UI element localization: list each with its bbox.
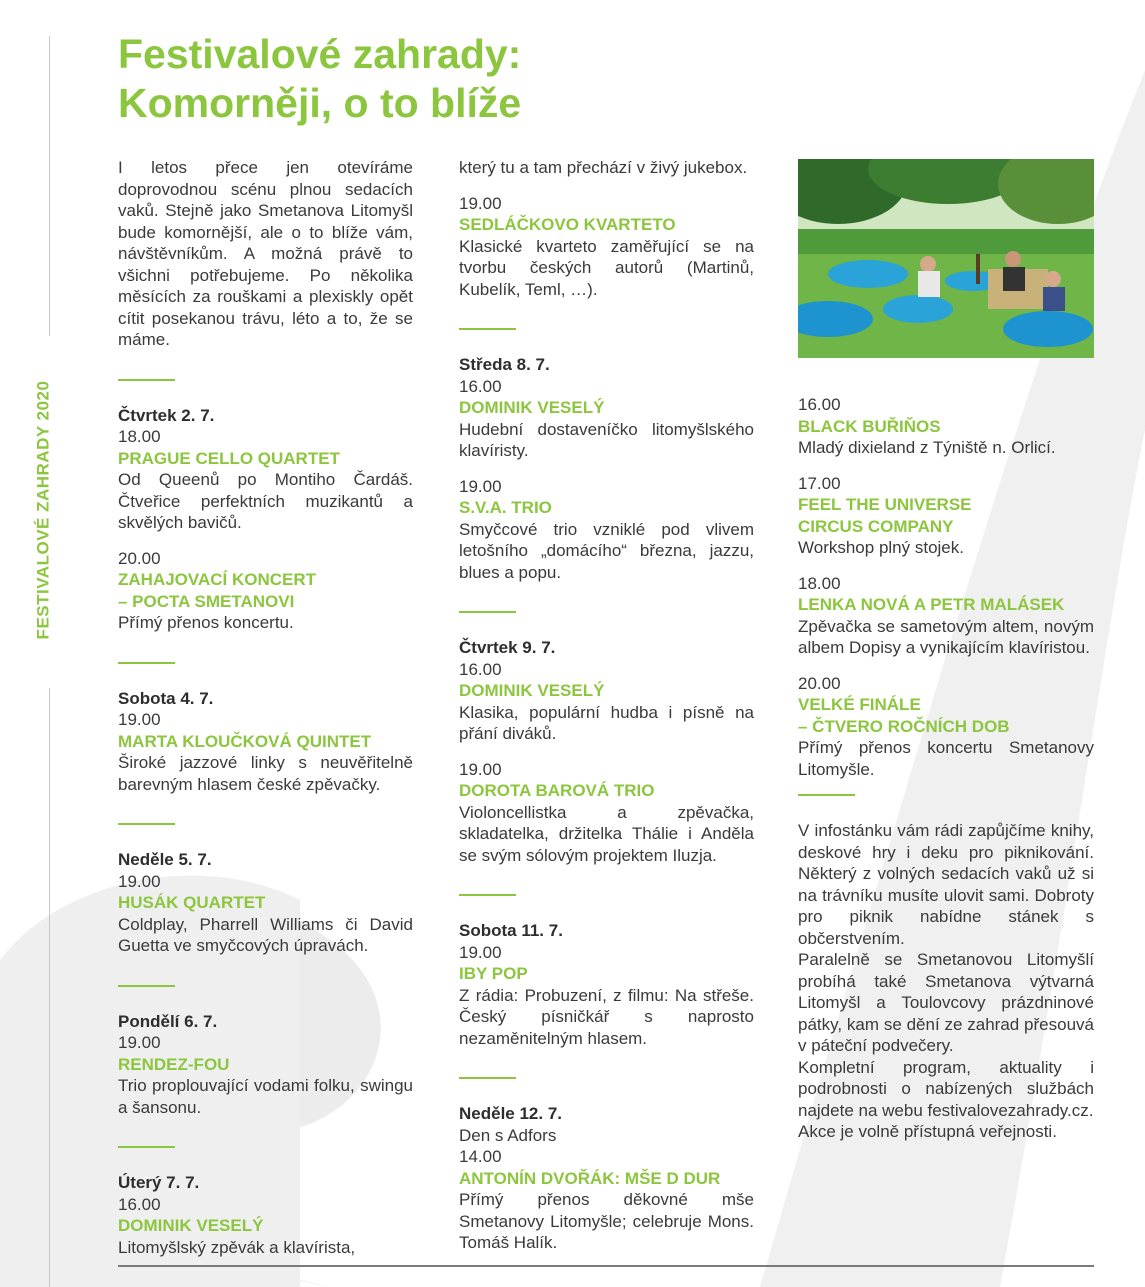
event-performer: LENKA NOVÁ A PETR MALÁSEK [798, 595, 1065, 614]
event-description: Coldplay, Pharrell Williams či David Guetta ve smyčcových úpravách. [118, 914, 413, 955]
program-event [798, 394, 1094, 459]
event-performer: ANTONÍN DVOŘÁK: MŠE D DUR [459, 1168, 721, 1188]
program-event [459, 759, 754, 867]
day-heading: Středa 8. 7. [459, 355, 550, 374]
day-heading: Sobota 11. 7. [459, 921, 563, 940]
column-2-program [459, 328, 754, 1254]
program-event [118, 1032, 413, 1118]
program-event [798, 673, 1094, 781]
event-time: 18.00 [798, 573, 841, 593]
event-time: 16.00 [459, 659, 502, 679]
event-performer: HUSÁK QUARTET [118, 893, 266, 912]
event-performer: RENDEZ-FOU [118, 1054, 230, 1074]
event-performer: FEEL THE UNIVERSE [798, 495, 972, 514]
program-event [459, 942, 754, 1050]
program-event [798, 573, 1094, 659]
side-vertical-rule-top [49, 36, 50, 336]
event-performer: – ČTVERO ROČNÍCH DOB [798, 716, 1010, 736]
event-time: 16.00 [118, 1194, 161, 1214]
info-text [798, 820, 1094, 1143]
program-event [798, 473, 1094, 559]
event-description: Hudební dostaveníčko litomyšlského klavíristy. [459, 419, 754, 460]
event-performer: MARTA KLOUČKOVÁ QUINTET [118, 731, 372, 751]
event-time: 19.00 [118, 710, 161, 729]
event-description: Workshop plný stojek. [798, 538, 964, 557]
festival-garden-photo [798, 159, 1094, 358]
event-performer: DOMINIK VESELÝ [459, 681, 605, 700]
section-separator [459, 328, 516, 330]
event-description: Zpěvačka se sametovým altem, novým albem Dopisy a vynikajícím klavíristou. [798, 616, 1094, 657]
event-time: 14.00 [459, 1147, 502, 1166]
event-description: Přímý přenos koncertu Smetanovy Litomyšle. [798, 738, 1094, 779]
column-3-program [798, 394, 1094, 780]
program-event [459, 476, 754, 584]
event-description: Přímý přenos děkovné mše Smetanovy Litomyšle; celebruje Mons. Tomáš Halík. [459, 1190, 754, 1252]
event-time: 19.00 [459, 942, 502, 962]
day-subtitle: Den s Adfors [459, 1125, 557, 1145]
headline-line-1: Festivalové zahrady: [118, 31, 522, 77]
program-day [118, 405, 413, 634]
event-description: Violoncellistka a zpěvačka, skladatelka, držitelka Thálie i Anděla se svým sólovým projektem Iluzja. [459, 802, 754, 865]
day-heading: Pondělí 6. 7. [118, 1011, 218, 1031]
column-1 [118, 157, 413, 1272]
section-separator [118, 1146, 175, 1148]
event-description: Klasika, populární hudba i písně na přání diváků. [459, 702, 754, 743]
column-2 [459, 157, 754, 1268]
program-event [459, 376, 754, 462]
event-time: 20.00 [118, 548, 161, 568]
program-day [118, 688, 413, 796]
column-2-first-events [459, 193, 754, 301]
day-heading: Sobota 4. 7. [118, 688, 214, 708]
section-separator [798, 794, 855, 796]
event-performer: ZAHAJOVACÍ KONCERT [118, 570, 317, 589]
headline [118, 30, 521, 128]
day-heading: Neděle 5. 7. [118, 850, 212, 869]
info-paragraph: Kompletní program, aktuality i podrobnosti o nabízených službách najdete na webu festivalovezahrady.cz. [798, 1057, 1094, 1120]
side-vertical-rule-bottom [49, 688, 50, 1287]
bottom-rule [118, 1265, 1094, 1267]
section-separator [118, 985, 175, 987]
event-time: 17.00 [798, 473, 841, 493]
day-heading: Neděle 12. 7. [459, 1104, 563, 1123]
info-paragraph: Akce je volně přístupná veřejnosti. [798, 1122, 1057, 1141]
event-performer: DOMINIK VESELÝ [459, 398, 605, 417]
event-time: 19.00 [459, 759, 502, 779]
event-description: Přímý přenos koncertu. [118, 613, 294, 632]
section-separator [118, 379, 175, 381]
event-time: 19.00 [118, 871, 161, 891]
program-day [118, 1172, 413, 1258]
event-performer: DOMINIK VESELÝ [118, 1216, 264, 1235]
event-performer: PRAGUE CELLO QUARTET [118, 448, 340, 468]
program-day [459, 1103, 754, 1254]
event-description: Trio proplouvající vodami folku, swingu a šansonu. [118, 1076, 413, 1117]
event-performer: SEDLÁČKOVO KVARTETO [459, 215, 676, 234]
intro-paragraph: I letos přece jen otevíráme doprovodnou scénu plnou sedacích vaků. Stejně jako Smetanova Litomyšl bude komornější, ale o to blíže vám, návštěvníkům. A možná právě to všichni potřebujeme. Po několika měsících za rouškami a plexiskly opět cítit posekanou trávu, léto a to, že se máme. [118, 158, 413, 349]
day-heading: Úterý 7. 7. [118, 1173, 200, 1192]
event-description: Mladý dixieland z Týniště n. Orlicí. [798, 438, 1056, 457]
program-event [118, 871, 413, 957]
event-performer: BLACK BUŘIŇOS [798, 416, 941, 436]
info-paragraph: Paralelně se Smetanovou Litomyšlí probíhá také Smetanova výtvarná Litomyšl a Toulovcovy prázdninové pátky, kam se dění ze zahrad přesouvá v páteční podvečery. [798, 950, 1094, 1055]
program-day [459, 637, 754, 866]
continuation-text: který tu a tam přechází v živý jukebox. [459, 158, 748, 177]
program-event [118, 1194, 413, 1259]
section-separator [118, 662, 175, 664]
event-performer: – POCTA SMETANOVI [118, 591, 295, 611]
program-event [118, 548, 413, 634]
program-event [459, 193, 754, 301]
column-3 [798, 394, 1094, 1143]
event-time: 16.00 [459, 376, 502, 396]
event-description: Litomyšlský zpěvák a klavírista, [118, 1237, 356, 1257]
section-separator [459, 611, 516, 613]
event-performer: S.V.A. TRIO [459, 498, 552, 517]
section-separator [459, 894, 516, 896]
program-day [118, 849, 413, 957]
day-heading: Čtvrtek 9. 7. [459, 638, 556, 657]
column-1-program [118, 379, 413, 1259]
event-performer: CIRCUS COMPANY [798, 516, 954, 536]
event-description: Z rádia: Probuzení, z filmu: Na střeše. Český písničkář s naprosto nezaměnitelným hlasem. [459, 985, 754, 1048]
program-event [118, 426, 413, 534]
program-day [459, 920, 754, 1049]
section-separator [118, 823, 175, 825]
event-performer: IBY POP [459, 964, 528, 983]
event-description: Široké jazzové linky s neuvěřitelně barevným hlasem české zpěvačky. [118, 753, 413, 794]
program-day [459, 354, 754, 583]
event-description: Od Queenů po Montiho Čardáš. Čtveřice perfektních muzikantů a skvělých bavičů. [118, 470, 413, 532]
event-time: 19.00 [118, 1033, 161, 1052]
program-event [459, 1146, 754, 1254]
day-heading: Čtvrtek 2. 7. [118, 405, 215, 425]
headline-line-2: Komorněji, o to blíže [118, 80, 522, 126]
program-event [459, 659, 754, 745]
section-separator [459, 1077, 516, 1079]
program-event [118, 709, 413, 795]
event-performer: DOROTA BAROVÁ TRIO [459, 781, 655, 800]
event-time: 20.00 [798, 673, 841, 693]
event-performer: VELKÉ FINÁLE [798, 695, 921, 714]
event-time: 16.00 [798, 395, 841, 414]
info-paragraph: V infostánku vám rádi zapůjčíme knihy, deskové hry i deku pro piknikování. Některý z volných sedacích vaků už si na trávníku musíte ulovit sami. Dobroty pro piknik nabídne stánek s občerstvením. [798, 821, 1094, 948]
event-description: Klasické kvarteto zaměřující se na tvorbu českých autorů (Martinů, Kubelík, Teml, …). [459, 236, 754, 299]
side-title: FESTIVALOVÉ ZAHRADY 2020 [33, 380, 52, 640]
event-time: 19.00 [459, 193, 502, 213]
program-day [118, 1011, 413, 1119]
event-time: 19.00 [459, 476, 502, 496]
event-time: 18.00 [118, 427, 161, 446]
event-description: Smyčcové trio vzniklé pod vlivem letošního „domácího“ března, jazzu, blues a popu. [459, 519, 754, 582]
